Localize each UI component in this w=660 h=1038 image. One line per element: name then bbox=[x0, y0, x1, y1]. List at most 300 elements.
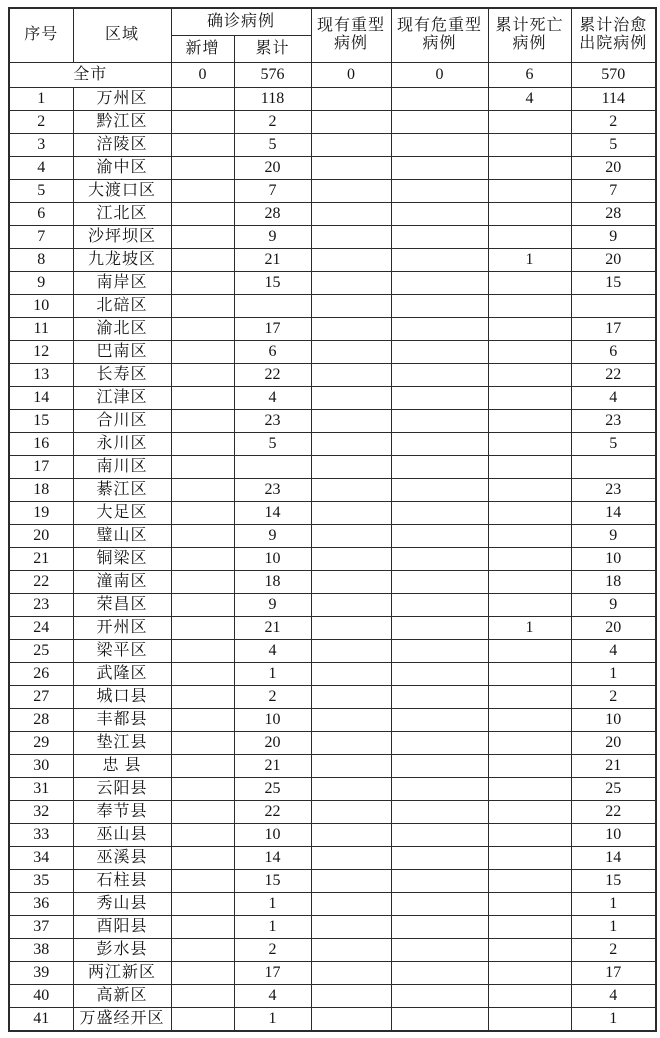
cell-current-critical bbox=[391, 616, 488, 639]
cell-cumulative-deaths bbox=[488, 708, 571, 731]
cell-region: 开州区 bbox=[73, 616, 171, 639]
cell-total-confirmed: 22 bbox=[234, 363, 311, 386]
cell-cumulative-deaths bbox=[488, 869, 571, 892]
cell-cumulative-cured: 570 bbox=[571, 62, 656, 87]
cell-current-critical bbox=[391, 754, 488, 777]
cell-total-confirmed: 576 bbox=[234, 62, 311, 87]
cell-current-critical bbox=[391, 731, 488, 754]
header-confirmed-total: 累计 bbox=[234, 35, 311, 62]
cell-total-confirmed: 18 bbox=[234, 570, 311, 593]
cell-cumulative-cured: 20 bbox=[571, 731, 656, 754]
cell-total-confirmed: 21 bbox=[234, 616, 311, 639]
cell-cumulative-cured: 15 bbox=[571, 869, 656, 892]
cell-cumulative-deaths bbox=[488, 340, 571, 363]
cell-cumulative-deaths bbox=[488, 294, 571, 317]
cell-current-severe bbox=[311, 202, 391, 225]
cell-current-critical bbox=[391, 984, 488, 1007]
table-row bbox=[9, 731, 656, 754]
table-body bbox=[9, 62, 656, 1031]
cell-region: 北碚区 bbox=[73, 294, 171, 317]
table-row bbox=[9, 754, 656, 777]
cell-cumulative-deaths bbox=[488, 455, 571, 478]
cell-serial: 37 bbox=[9, 915, 73, 938]
table-row bbox=[9, 800, 656, 823]
cell-total-confirmed: 20 bbox=[234, 731, 311, 754]
cell-new-confirmed bbox=[171, 478, 234, 501]
cell-region: 綦江区 bbox=[73, 478, 171, 501]
cell-total-confirmed: 22 bbox=[234, 800, 311, 823]
cell-current-severe bbox=[311, 961, 391, 984]
cell-cumulative-cured: 5 bbox=[571, 432, 656, 455]
cell-total-confirmed: 7 bbox=[234, 179, 311, 202]
header-current-critical bbox=[391, 8, 488, 62]
cell-cumulative-deaths: 1 bbox=[488, 616, 571, 639]
cell-region: 璧山区 bbox=[73, 524, 171, 547]
cell-total-confirmed: 5 bbox=[234, 133, 311, 156]
cell-serial: 30 bbox=[9, 754, 73, 777]
cell-current-critical bbox=[391, 386, 488, 409]
cell-serial: 23 bbox=[9, 593, 73, 616]
cell-current-critical bbox=[391, 662, 488, 685]
cell-serial: 5 bbox=[9, 179, 73, 202]
table-row bbox=[9, 455, 656, 478]
cell-cumulative-deaths bbox=[488, 685, 571, 708]
cell-current-critical bbox=[391, 179, 488, 202]
cell-cumulative-deaths bbox=[488, 317, 571, 340]
cell-cumulative-deaths bbox=[488, 731, 571, 754]
cell-serial: 38 bbox=[9, 938, 73, 961]
table-row bbox=[9, 639, 656, 662]
table-row bbox=[9, 593, 656, 616]
cell-total-confirmed: 2 bbox=[234, 110, 311, 133]
cell-current-severe bbox=[311, 547, 391, 570]
cell-cumulative-deaths bbox=[488, 202, 571, 225]
cell-new-confirmed: 0 bbox=[171, 62, 234, 87]
cell-cumulative-cured: 15 bbox=[571, 271, 656, 294]
cell-serial: 12 bbox=[9, 340, 73, 363]
table-row bbox=[9, 685, 656, 708]
cell-current-severe bbox=[311, 386, 391, 409]
cell-current-critical bbox=[391, 294, 488, 317]
cell-cumulative-cured: 10 bbox=[571, 547, 656, 570]
header-region: 区域 bbox=[73, 8, 171, 62]
cell-serial: 34 bbox=[9, 846, 73, 869]
cell-total-confirmed: 23 bbox=[234, 409, 311, 432]
cell-cumulative-deaths bbox=[488, 547, 571, 570]
cell-serial: 1 bbox=[9, 87, 73, 110]
cell-new-confirmed bbox=[171, 409, 234, 432]
cell-cumulative-deaths bbox=[488, 892, 571, 915]
cell-cumulative-deaths bbox=[488, 363, 571, 386]
cell-region: 渝北区 bbox=[73, 317, 171, 340]
cell-new-confirmed bbox=[171, 248, 234, 271]
cell-current-severe bbox=[311, 87, 391, 110]
cell-current-severe bbox=[311, 731, 391, 754]
cell-cumulative-cured: 1 bbox=[571, 892, 656, 915]
cell-current-critical bbox=[391, 570, 488, 593]
cell-new-confirmed bbox=[171, 271, 234, 294]
cell-region: 忠 县 bbox=[73, 754, 171, 777]
cell-cumulative-cured: 22 bbox=[571, 800, 656, 823]
cell-total-confirmed: 10 bbox=[234, 708, 311, 731]
cell-total-confirmed: 25 bbox=[234, 777, 311, 800]
cell-new-confirmed bbox=[171, 616, 234, 639]
table-row bbox=[9, 271, 656, 294]
cell-new-confirmed bbox=[171, 984, 234, 1007]
cell-region: 万盛经开区 bbox=[73, 1007, 171, 1031]
cell-region: 铜梁区 bbox=[73, 547, 171, 570]
cell-current-severe bbox=[311, 409, 391, 432]
header-current-severe-line1: 现有重型 bbox=[317, 17, 386, 35]
cell-region: 石柱县 bbox=[73, 869, 171, 892]
table-row bbox=[9, 662, 656, 685]
cell-current-critical bbox=[391, 800, 488, 823]
cell-region: 城口县 bbox=[73, 685, 171, 708]
cell-region: 垫江县 bbox=[73, 731, 171, 754]
cell-cumulative-cured: 23 bbox=[571, 409, 656, 432]
cell-cumulative-cured: 2 bbox=[571, 685, 656, 708]
cell-cumulative-cured: 28 bbox=[571, 202, 656, 225]
cell-cumulative-cured: 4 bbox=[571, 386, 656, 409]
cell-cumulative-deaths: 6 bbox=[488, 62, 571, 87]
cell-cumulative-deaths bbox=[488, 984, 571, 1007]
cell-serial: 6 bbox=[9, 202, 73, 225]
table-header bbox=[9, 8, 656, 62]
table-row bbox=[9, 317, 656, 340]
cell-new-confirmed bbox=[171, 87, 234, 110]
cell-cumulative-cured: 1 bbox=[571, 662, 656, 685]
header-current-severe bbox=[311, 8, 391, 62]
cell-serial: 28 bbox=[9, 708, 73, 731]
cell-cumulative-cured: 4 bbox=[571, 639, 656, 662]
cell-total-confirmed: 23 bbox=[234, 478, 311, 501]
cell-new-confirmed bbox=[171, 869, 234, 892]
cell-serial: 19 bbox=[9, 501, 73, 524]
cell-cumulative-cured: 25 bbox=[571, 777, 656, 800]
cell-serial: 39 bbox=[9, 961, 73, 984]
cell-serial: 27 bbox=[9, 685, 73, 708]
cell-serial: 15 bbox=[9, 409, 73, 432]
cell-current-severe bbox=[311, 754, 391, 777]
header-cumulative-deaths bbox=[488, 8, 571, 62]
cell-cumulative-cured: 9 bbox=[571, 524, 656, 547]
cell-serial: 17 bbox=[9, 455, 73, 478]
cell-new-confirmed bbox=[171, 892, 234, 915]
cell-total-confirmed: 5 bbox=[234, 432, 311, 455]
cell-region: 彭水县 bbox=[73, 938, 171, 961]
cell-new-confirmed bbox=[171, 225, 234, 248]
cell-serial: 18 bbox=[9, 478, 73, 501]
header-current-critical-line1: 现有危重型 bbox=[397, 17, 483, 35]
cell-region: 南川区 bbox=[73, 455, 171, 478]
header-confirmed-group: 确诊病例 bbox=[171, 8, 311, 35]
table-row bbox=[9, 938, 656, 961]
cell-new-confirmed bbox=[171, 777, 234, 800]
cell-cumulative-deaths bbox=[488, 524, 571, 547]
cell-region: 荣昌区 bbox=[73, 593, 171, 616]
cell-new-confirmed bbox=[171, 386, 234, 409]
cell-current-critical bbox=[391, 317, 488, 340]
cell-cumulative-cured: 2 bbox=[571, 938, 656, 961]
cell-cumulative-cured: 114 bbox=[571, 87, 656, 110]
table-row bbox=[9, 179, 656, 202]
cell-cumulative-deaths bbox=[488, 432, 571, 455]
cell-current-severe bbox=[311, 179, 391, 202]
cell-current-critical bbox=[391, 708, 488, 731]
cell-current-severe bbox=[311, 823, 391, 846]
summary-row-citywide bbox=[9, 62, 656, 87]
cell-current-severe bbox=[311, 317, 391, 340]
cell-serial: 9 bbox=[9, 271, 73, 294]
cell-cumulative-cured: 20 bbox=[571, 156, 656, 179]
cell-region: 武隆区 bbox=[73, 662, 171, 685]
cell-serial: 26 bbox=[9, 662, 73, 685]
cell-current-critical bbox=[391, 110, 488, 133]
cell-region: 南岸区 bbox=[73, 271, 171, 294]
cell-current-critical bbox=[391, 915, 488, 938]
cell-total-confirmed: 1 bbox=[234, 915, 311, 938]
cell-cumulative-cured: 1 bbox=[571, 1007, 656, 1031]
cell-total-confirmed: 1 bbox=[234, 892, 311, 915]
cell-cumulative-cured: 20 bbox=[571, 616, 656, 639]
cell-cumulative-cured: 7 bbox=[571, 179, 656, 202]
cell-current-severe bbox=[311, 271, 391, 294]
table-row bbox=[9, 777, 656, 800]
cell-current-critical bbox=[391, 87, 488, 110]
cell-cumulative-deaths bbox=[488, 800, 571, 823]
cell-current-critical bbox=[391, 547, 488, 570]
cell-region: 奉节县 bbox=[73, 800, 171, 823]
cell-cumulative-deaths bbox=[488, 225, 571, 248]
cell-current-severe bbox=[311, 133, 391, 156]
cell-total-confirmed: 21 bbox=[234, 248, 311, 271]
table-row bbox=[9, 363, 656, 386]
table-row bbox=[9, 1007, 656, 1031]
cell-cumulative-deaths bbox=[488, 961, 571, 984]
cell-current-critical bbox=[391, 869, 488, 892]
cell-new-confirmed bbox=[171, 938, 234, 961]
cell-cumulative-cured: 1 bbox=[571, 915, 656, 938]
cell-cumulative-deaths bbox=[488, 754, 571, 777]
cell-cumulative-cured: 9 bbox=[571, 225, 656, 248]
cell-current-severe bbox=[311, 501, 391, 524]
cell-serial: 7 bbox=[9, 225, 73, 248]
cell-serial: 10 bbox=[9, 294, 73, 317]
cell-region: 大足区 bbox=[73, 501, 171, 524]
cell-cumulative-deaths bbox=[488, 938, 571, 961]
cell-region: 丰都县 bbox=[73, 708, 171, 731]
cell-current-severe bbox=[311, 478, 391, 501]
cell-new-confirmed bbox=[171, 156, 234, 179]
cell-region: 酉阳县 bbox=[73, 915, 171, 938]
cell-cumulative-cured: 20 bbox=[571, 248, 656, 271]
header-serial: 序号 bbox=[9, 8, 73, 62]
cell-region: 巫溪县 bbox=[73, 846, 171, 869]
cell-new-confirmed bbox=[171, 133, 234, 156]
cell-new-confirmed bbox=[171, 731, 234, 754]
cell-current-severe bbox=[311, 616, 391, 639]
cell-region: 两江新区 bbox=[73, 961, 171, 984]
cell-current-critical bbox=[391, 271, 488, 294]
cell-serial: 36 bbox=[9, 892, 73, 915]
cell-region: 梁平区 bbox=[73, 639, 171, 662]
cell-new-confirmed bbox=[171, 708, 234, 731]
table-row bbox=[9, 892, 656, 915]
cell-current-critical bbox=[391, 248, 488, 271]
cell-current-severe bbox=[311, 685, 391, 708]
cell-cumulative-deaths bbox=[488, 593, 571, 616]
table-row bbox=[9, 846, 656, 869]
cell-current-severe bbox=[311, 432, 391, 455]
cell-total-confirmed: 118 bbox=[234, 87, 311, 110]
cell-total-confirmed: 17 bbox=[234, 317, 311, 340]
cell-cumulative-deaths bbox=[488, 478, 571, 501]
cell-serial: 33 bbox=[9, 823, 73, 846]
cell-serial: 22 bbox=[9, 570, 73, 593]
cell-current-severe bbox=[311, 869, 391, 892]
header-cumulative-cured bbox=[571, 8, 656, 62]
header-current-severe-line2: 病例 bbox=[334, 35, 369, 53]
cell-cumulative-cured bbox=[571, 455, 656, 478]
cell-total-confirmed: 4 bbox=[234, 984, 311, 1007]
cell-new-confirmed bbox=[171, 639, 234, 662]
cell-current-critical bbox=[391, 685, 488, 708]
cell-cumulative-cured: 17 bbox=[571, 961, 656, 984]
cell-new-confirmed bbox=[171, 202, 234, 225]
table-row bbox=[9, 294, 656, 317]
cell-region: 黔江区 bbox=[73, 110, 171, 133]
header-confirmed-new: 新增 bbox=[171, 35, 234, 62]
cell-cumulative-deaths: 1 bbox=[488, 248, 571, 271]
cell-current-critical bbox=[391, 455, 488, 478]
table-row bbox=[9, 869, 656, 892]
header-current-critical-line2: 病例 bbox=[422, 35, 457, 53]
cell-cumulative-deaths bbox=[488, 409, 571, 432]
cell-cumulative-cured: 23 bbox=[571, 478, 656, 501]
cell-current-severe bbox=[311, 800, 391, 823]
cell-new-confirmed bbox=[171, 524, 234, 547]
cell-new-confirmed bbox=[171, 961, 234, 984]
cell-current-critical bbox=[391, 892, 488, 915]
cell-cumulative-deaths bbox=[488, 1007, 571, 1031]
header-cumulative-cured-line1: 累计治愈 bbox=[579, 17, 648, 35]
cell-current-severe bbox=[311, 639, 391, 662]
cell-total-confirmed: 15 bbox=[234, 869, 311, 892]
cell-cumulative-deaths bbox=[488, 639, 571, 662]
cell-new-confirmed bbox=[171, 179, 234, 202]
cell-current-severe bbox=[311, 984, 391, 1007]
cell-region: 高新区 bbox=[73, 984, 171, 1007]
cell-serial: 20 bbox=[9, 524, 73, 547]
cell-total-confirmed: 1 bbox=[234, 662, 311, 685]
cell-total-confirmed: 4 bbox=[234, 386, 311, 409]
table-row bbox=[9, 616, 656, 639]
cell-total-confirmed: 15 bbox=[234, 271, 311, 294]
cell-cumulative-deaths bbox=[488, 662, 571, 685]
table-row bbox=[9, 248, 656, 271]
cell-current-critical bbox=[391, 524, 488, 547]
table-row bbox=[9, 202, 656, 225]
cell-region: 渝中区 bbox=[73, 156, 171, 179]
cell-total-confirmed: 17 bbox=[234, 961, 311, 984]
cell-region: 江北区 bbox=[73, 202, 171, 225]
cell-serial: 14 bbox=[9, 386, 73, 409]
cell-current-severe bbox=[311, 363, 391, 386]
cell-current-critical: 0 bbox=[391, 62, 488, 87]
cell-new-confirmed bbox=[171, 685, 234, 708]
cell-new-confirmed bbox=[171, 570, 234, 593]
cell-region: 巫山县 bbox=[73, 823, 171, 846]
cell-total-confirmed: 21 bbox=[234, 754, 311, 777]
cell-cumulative-cured: 10 bbox=[571, 823, 656, 846]
cell-cumulative-deaths bbox=[488, 777, 571, 800]
table-row bbox=[9, 961, 656, 984]
cell-new-confirmed bbox=[171, 455, 234, 478]
cell-current-critical bbox=[391, 501, 488, 524]
cell-current-severe bbox=[311, 340, 391, 363]
cell-total-confirmed: 4 bbox=[234, 639, 311, 662]
cell-region: 九龙坡区 bbox=[73, 248, 171, 271]
table-row bbox=[9, 133, 656, 156]
cell-serial: 32 bbox=[9, 800, 73, 823]
cell-cumulative-cured: 9 bbox=[571, 593, 656, 616]
cell-current-critical bbox=[391, 409, 488, 432]
cell-total-confirmed: 1 bbox=[234, 1007, 311, 1031]
header-cumulative-deaths-line1: 累计死亡 bbox=[495, 17, 564, 35]
cell-new-confirmed bbox=[171, 754, 234, 777]
cell-cumulative-cured: 6 bbox=[571, 340, 656, 363]
cell-current-critical bbox=[391, 593, 488, 616]
cell-current-critical bbox=[391, 478, 488, 501]
cell-cumulative-deaths bbox=[488, 846, 571, 869]
cell-current-severe bbox=[311, 156, 391, 179]
cell-cumulative-deaths bbox=[488, 386, 571, 409]
cell-current-severe bbox=[311, 225, 391, 248]
cell-current-severe bbox=[311, 248, 391, 271]
table-row bbox=[9, 547, 656, 570]
cell-region: 沙坪坝区 bbox=[73, 225, 171, 248]
table-row bbox=[9, 501, 656, 524]
cell-total-confirmed bbox=[234, 455, 311, 478]
cell-current-critical bbox=[391, 432, 488, 455]
cell-current-critical bbox=[391, 340, 488, 363]
cell-current-severe bbox=[311, 1007, 391, 1031]
cell-serial: 11 bbox=[9, 317, 73, 340]
cell-new-confirmed bbox=[171, 915, 234, 938]
cell-serial: 35 bbox=[9, 869, 73, 892]
cell-cumulative-cured: 10 bbox=[571, 708, 656, 731]
header-cumulative-cured-line2: 出院病例 bbox=[579, 35, 648, 53]
table-row bbox=[9, 708, 656, 731]
table-row bbox=[9, 409, 656, 432]
cell-current-severe bbox=[311, 892, 391, 915]
cell-new-confirmed bbox=[171, 800, 234, 823]
cell-cumulative-cured bbox=[571, 294, 656, 317]
cell-cumulative-deaths bbox=[488, 110, 571, 133]
cell-region: 巴南区 bbox=[73, 340, 171, 363]
cell-cumulative-cured: 21 bbox=[571, 754, 656, 777]
cell-current-critical bbox=[391, 777, 488, 800]
table-row bbox=[9, 915, 656, 938]
cell-new-confirmed bbox=[171, 317, 234, 340]
cell-current-critical bbox=[391, 156, 488, 179]
table-row bbox=[9, 110, 656, 133]
cell-serial: 16 bbox=[9, 432, 73, 455]
cell-current-severe bbox=[311, 938, 391, 961]
cell-new-confirmed bbox=[171, 432, 234, 455]
cell-region: 长寿区 bbox=[73, 363, 171, 386]
cell-current-severe bbox=[311, 777, 391, 800]
